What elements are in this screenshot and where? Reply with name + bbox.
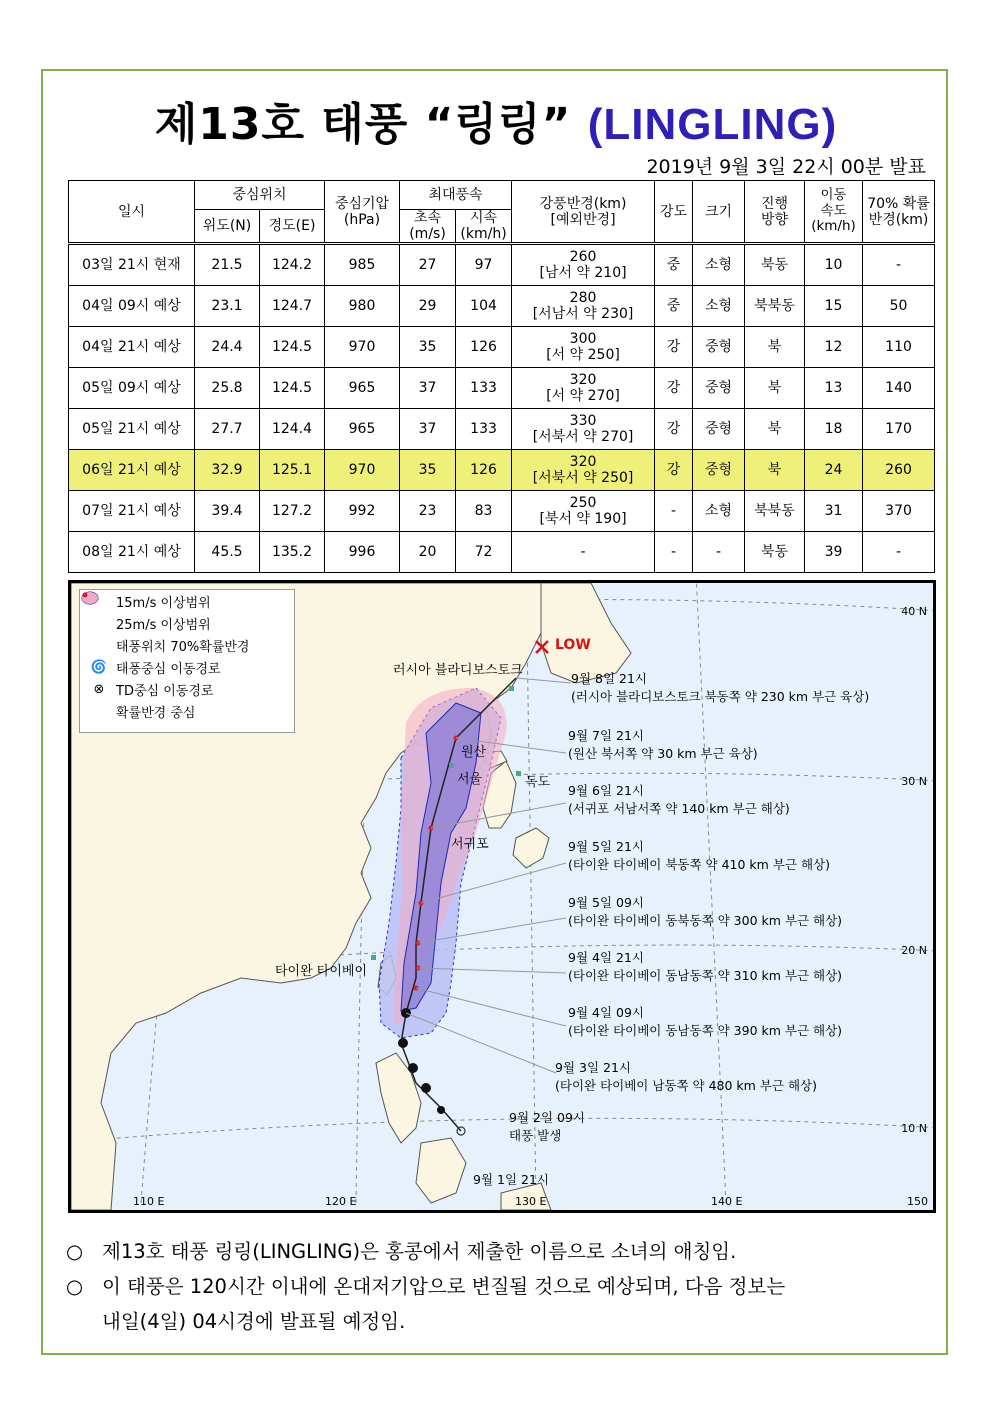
- cell-dt: 06일 21시 예상: [69, 450, 195, 491]
- city-seogwipo: 서귀포: [451, 837, 489, 852]
- cell-p: 970: [325, 327, 400, 368]
- cell-ms: 35: [400, 450, 456, 491]
- cell-kmh: 133: [456, 368, 512, 409]
- legend-item-track: 🌀 태풍중심 이동경로: [80, 656, 294, 678]
- annotation-sep6: 9월 6일 21시 (서귀포 서남서쪽 약 140 km 부근 해상): [568, 783, 790, 816]
- cell-spd: 15: [805, 286, 863, 327]
- cell-gale-radius: -: [512, 532, 655, 573]
- cell-kmh: 72: [456, 532, 512, 573]
- cell-lat: 32.9: [195, 450, 260, 491]
- annotation-sep8: 9월 8일 21시 (러시아 블라디보스토크 북동쪽 약 230 km 부근 육상): [571, 671, 870, 704]
- table-row: [69, 450, 935, 491]
- city-vladivostok: 러시아 블라디보스토크: [393, 663, 523, 678]
- table-row: [69, 368, 935, 409]
- cell-prob: 170: [863, 409, 935, 450]
- cell-size: 소형: [693, 244, 745, 286]
- annotation-sep4-21: 9월 4일 21시 (타이완 타이베이 동남동쪽 약 310 km 부근 해상): [568, 950, 843, 983]
- cell-prob: -: [863, 532, 935, 573]
- title-english: (LINGLING): [587, 100, 838, 149]
- cell-lat: 39.4: [195, 491, 260, 532]
- cell-spd: 10: [805, 244, 863, 286]
- cell-size: 중형: [693, 450, 745, 491]
- cell-dir: 북: [745, 409, 805, 450]
- annotation-sep3: 9월 3일 21시 (타이완 타이베이 남동쪽 약 480 km 부근 해상): [555, 1060, 817, 1093]
- legend-item-15ms: 15m/s 이상범위: [80, 590, 294, 612]
- cell-gale-radius: 320 [서북서 약 250]: [512, 450, 655, 491]
- header-direction: 진행 방향: [745, 181, 805, 244]
- cell-dir: 북동: [745, 244, 805, 286]
- cell-lat: 23.1: [195, 286, 260, 327]
- issued-time: 2019년 9월 3일 22시 00분 발표: [646, 156, 926, 178]
- cell-gale-radius: 260 [남서 약 210]: [512, 244, 655, 286]
- header-datetime: 일시: [69, 181, 195, 244]
- legend-item-prob-center: 확률반경 중심: [80, 700, 294, 722]
- cell-int: 강: [655, 409, 693, 450]
- city-seoul: 서울: [457, 772, 483, 787]
- header-pressure: 중심기압 (hPa): [325, 181, 400, 244]
- annotation-sep2: 9월 2일 09시 태풍 발생: [509, 1110, 585, 1143]
- annotation-sep1: 9월 1일 21시: [473, 1172, 549, 1187]
- solid-circle-icon: [88, 614, 110, 632]
- cell-dir: 북북동: [745, 491, 805, 532]
- cell-lon: 124.2: [260, 244, 325, 286]
- bullet-circle-icon: ○: [66, 1240, 84, 1263]
- annotation-sep7: 9월 7일 21시 (원산 북서쪽 약 30 km 부근 육상): [568, 728, 758, 761]
- low-label: LOW: [555, 637, 591, 653]
- header-lat: 위도(N): [195, 210, 260, 244]
- cell-prob: 140: [863, 368, 935, 409]
- lat-label-10: 10 N: [901, 1122, 927, 1135]
- cell-spd: 31: [805, 491, 863, 532]
- cell-ms: 27: [400, 244, 456, 286]
- notes: [66, 1234, 936, 1339]
- cell-p: 980: [325, 286, 400, 327]
- circled-x-icon: ⊗: [93, 681, 105, 697]
- cell-ms: 29: [400, 286, 456, 327]
- table-row: [69, 286, 935, 327]
- cell-size: 중형: [693, 409, 745, 450]
- forecast-table: [68, 180, 935, 573]
- cell-spd: 12: [805, 327, 863, 368]
- title-korean: 제13호 태풍 “링링”: [154, 99, 572, 150]
- cell-spd: 18: [805, 409, 863, 450]
- cell-kmh: 97: [456, 244, 512, 286]
- header-size: 크기: [693, 181, 745, 244]
- cell-prob: 370: [863, 491, 935, 532]
- cell-ms: 37: [400, 409, 456, 450]
- cell-gale-radius: 250 [북서 약 190]: [512, 491, 655, 532]
- cell-p: 992: [325, 491, 400, 532]
- cell-lon: 125.1: [260, 450, 325, 491]
- cell-spd: 24: [805, 450, 863, 491]
- cell-int: 강: [655, 450, 693, 491]
- lon-label-130: 130 E: [515, 1195, 547, 1208]
- cell-dt: 05일 21시 예상: [69, 409, 195, 450]
- city-wonsan: 원산: [461, 745, 487, 760]
- cell-lon: 124.5: [260, 327, 325, 368]
- cell-ms: 35: [400, 327, 456, 368]
- cell-kmh: 104: [456, 286, 512, 327]
- lon-label-110: 110 E: [133, 1195, 165, 1208]
- cell-p: 996: [325, 532, 400, 573]
- legend-item-td: ⊗ TD중심 이동경로: [80, 678, 294, 700]
- lon-label-140: 140 E: [711, 1195, 743, 1208]
- cell-lat: 45.5: [195, 532, 260, 573]
- note-2: ○ 이 태풍은 120시간 이내에 온대저기압으로 변질될 것으로 예상되며, 다음 정보는: [66, 1269, 936, 1304]
- cell-dir: 북: [745, 368, 805, 409]
- cell-lat: 25.8: [195, 368, 260, 409]
- header-wind-ms: 초속 (m/s): [400, 210, 456, 244]
- cell-size: 소형: [693, 491, 745, 532]
- cell-lat: 24.4: [195, 327, 260, 368]
- cell-lon: 124.4: [260, 409, 325, 450]
- header-speed: 이동 속도 (km/h): [805, 181, 863, 244]
- cell-size: 소형: [693, 286, 745, 327]
- cell-kmh: 83: [456, 491, 512, 532]
- table-row: [69, 244, 935, 286]
- cell-dt: 03일 21시 현재: [69, 244, 195, 286]
- note-1: ○ 제13호 태풍 링링(LINGLING)은 홍콩에서 제출한 이름으로 소녀의 애칭임.: [66, 1234, 936, 1269]
- cell-ms: 20: [400, 532, 456, 573]
- header-wind-kmh: 시속 (km/h): [456, 210, 512, 244]
- cell-kmh: 133: [456, 409, 512, 450]
- cell-p: 970: [325, 450, 400, 491]
- cell-prob: 110: [863, 327, 935, 368]
- annotation-sep5-09: 9월 5일 09시 (타이완 타이베이 동북동쪽 약 300 km 부근 해상): [568, 895, 843, 928]
- cell-lon: 124.5: [260, 368, 325, 409]
- header-intensity: 강도: [655, 181, 693, 244]
- cell-lon: 135.2: [260, 532, 325, 573]
- cell-dir: 북: [745, 450, 805, 491]
- cell-lon: 127.2: [260, 491, 325, 532]
- cell-p: 985: [325, 244, 400, 286]
- cell-dt: 08일 21시 예상: [69, 532, 195, 573]
- lat-label-20: 20 N: [901, 944, 927, 957]
- cell-ms: 23: [400, 491, 456, 532]
- city-dokdo: 독도: [525, 775, 551, 790]
- cell-dir: 북동: [745, 532, 805, 573]
- cell-int: -: [655, 491, 693, 532]
- lon-label-150: 150: [907, 1195, 928, 1208]
- cell-int: -: [655, 532, 693, 573]
- cell-p: 965: [325, 409, 400, 450]
- cell-prob: -: [863, 244, 935, 286]
- cell-lat: 21.5: [195, 244, 260, 286]
- map-legend: [79, 589, 295, 733]
- header-max-wind: 최대풍속: [400, 181, 512, 210]
- cell-int: 중: [655, 286, 693, 327]
- pink-circle-icon: [88, 636, 110, 654]
- cell-prob: 50: [863, 286, 935, 327]
- header-center-position: 중심위치: [195, 181, 325, 210]
- table-row: [69, 409, 935, 450]
- cell-lon: 124.7: [260, 286, 325, 327]
- cell-int: 중: [655, 244, 693, 286]
- lon-label-120: 120 E: [325, 1195, 357, 1208]
- table-row: [69, 532, 935, 573]
- annotation-sep4-09: 9월 4일 09시 (타이완 타이베이 동남동쪽 약 390 km 부근 해상): [568, 1005, 843, 1038]
- legend-item-prob: 태풍위치 70%확률반경: [80, 634, 294, 656]
- cell-dt: 05일 09시 예상: [69, 368, 195, 409]
- cell-int: 강: [655, 368, 693, 409]
- cell-spd: 39: [805, 532, 863, 573]
- cell-spd: 13: [805, 368, 863, 409]
- cell-int: 강: [655, 327, 693, 368]
- cell-gale-radius: 300 [서 약 250]: [512, 327, 655, 368]
- cell-gale-radius: 320 [서 약 270]: [512, 368, 655, 409]
- cell-size: 중형: [693, 327, 745, 368]
- red-dot-icon: [88, 702, 110, 720]
- cell-ms: 37: [400, 368, 456, 409]
- note-2-continued: 내일(4일) 04시경에 발표될 예정임.: [102, 1310, 406, 1333]
- cell-size: -: [693, 532, 745, 573]
- cell-dt: 07일 21시 예상: [69, 491, 195, 532]
- lat-label-40: 40 N: [901, 605, 927, 618]
- cell-dir: 북: [745, 327, 805, 368]
- cell-kmh: 126: [456, 327, 512, 368]
- typhoon-track-map: [68, 580, 936, 1213]
- cell-dt: 04일 09시 예상: [69, 286, 195, 327]
- cell-prob: 260: [863, 450, 935, 491]
- cell-dir: 북북동: [745, 286, 805, 327]
- cell-size: 중형: [693, 368, 745, 409]
- cell-gale-radius: 330 [서북서 약 270]: [512, 409, 655, 450]
- bullet-circle-icon: ○: [66, 1275, 84, 1298]
- cell-dt: 04일 21시 예상: [69, 327, 195, 368]
- header-lon: 경도(E): [260, 210, 325, 244]
- typhoon-symbol-icon: 🌀: [90, 659, 108, 675]
- header-prob-radius: 70% 확률 반경(km): [863, 181, 935, 244]
- lat-label-30: 30 N: [901, 775, 927, 788]
- city-taipei: 타이완 타이베이: [275, 964, 368, 979]
- cell-p: 965: [325, 368, 400, 409]
- cell-gale-radius: 280 [서남서 약 230]: [512, 286, 655, 327]
- table-row: [69, 491, 935, 532]
- header-gale-radius: 강풍반경(km) [예외반경]: [512, 181, 655, 244]
- annotation-sep5-21: 9월 5일 21시 (타이완 타이베이 북동쪽 약 410 km 부근 해상): [568, 839, 830, 872]
- cell-kmh: 126: [456, 450, 512, 491]
- page-title: [0, 88, 992, 152]
- cell-lat: 27.7: [195, 409, 260, 450]
- table-row: [69, 327, 935, 368]
- legend-item-25ms: 25m/s 이상범위: [80, 612, 294, 634]
